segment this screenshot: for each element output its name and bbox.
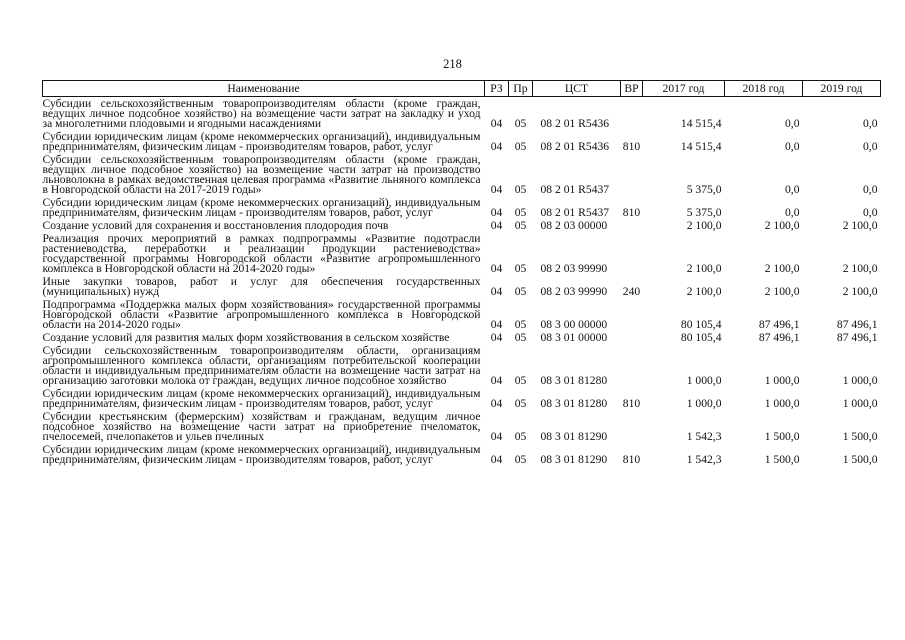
cell-cst: 08 2 03 99990 xyxy=(540,285,608,298)
cell-cst: 08 3 01 81280 xyxy=(540,397,608,410)
cell-name: Субсидии юридическим лицам (кроме некоммерческих организаций), индивидуальным предпринимателям, физическим лицам - производителям товаров, работ, услуг xyxy=(42,130,481,153)
cell-pr: 05 xyxy=(514,453,527,466)
cell-y2018: 0,0 xyxy=(785,140,800,153)
cell-rz: 04 xyxy=(490,219,503,232)
cell-pr: 05 xyxy=(514,206,527,219)
header-cst: ЦСТ xyxy=(533,81,621,97)
cell-cst: 08 2 03 00000 xyxy=(540,219,608,232)
cell-y2019: 1 000,0 xyxy=(842,374,878,387)
cell-y2019: 0,0 xyxy=(863,206,878,219)
cell-name: Субсидии юридическим лицам (кроме некоммерческих организаций), индивидуальным предпринимателям, физическим лицам - производителям товаров, работ, услуг xyxy=(42,196,481,219)
table-row xyxy=(43,275,881,298)
cell-vr xyxy=(621,331,643,344)
table-row xyxy=(43,219,881,232)
cell-rz: 04 xyxy=(490,117,503,130)
cell-y2018: 0,0 xyxy=(785,117,800,130)
cell-pr: 05 xyxy=(514,285,527,298)
cell-y2017: 14 515,4 xyxy=(680,117,722,130)
cell-rz: 04 xyxy=(490,397,503,410)
cell-y2018: 2 100,0 xyxy=(764,262,800,275)
cell-y2019: 0,0 xyxy=(863,183,878,196)
cell-y2018: 0,0 xyxy=(785,183,800,196)
cell-pr: 05 xyxy=(514,140,527,153)
header-name: Наименование xyxy=(43,81,485,97)
header-rz: РЗ xyxy=(485,81,509,97)
cell-y2018: 2 100,0 xyxy=(764,285,800,298)
cell-pr: 05 xyxy=(514,183,527,196)
cell-name: Субсидии сельскохозяйственным товаропроизводителям области (кроме граждан, ведущих личное подсобное хозяйство) на возмещение части затрат на закладку и уход за многолетними плодовыми и ягодными насаждениями xyxy=(42,97,481,130)
cell-y2018: 87 496,1 xyxy=(758,331,800,344)
cell-vr xyxy=(621,298,643,331)
cell-y2017: 2 100,0 xyxy=(686,262,722,275)
cell-pr: 05 xyxy=(514,318,527,331)
cell-rz: 04 xyxy=(490,374,503,387)
cell-y2017: 1 542,3 xyxy=(686,453,722,466)
cell-vr xyxy=(621,97,643,131)
cell-vr xyxy=(621,232,643,275)
cell-vr: 810 xyxy=(622,453,641,466)
cell-vr: 810 xyxy=(622,140,641,153)
table-header-row xyxy=(43,81,881,97)
table-row xyxy=(43,298,881,331)
cell-y2018: 1 500,0 xyxy=(764,453,800,466)
table-row xyxy=(43,331,881,344)
header-vr: ВР xyxy=(621,81,643,97)
cell-name: Субсидии сельскохозяйственным товаропроизводителям области, организациям агропромышленного комплекса области, организациям потребительской кооперации области и индивидуальным предпринимателям области на возмещение части затрат на организацию заготовки молока от граждан, ведущих личное подсобное хозяйство xyxy=(42,344,481,387)
cell-y2018: 1 500,0 xyxy=(764,430,800,443)
cell-y2019: 1 500,0 xyxy=(842,453,878,466)
cell-rz: 04 xyxy=(490,453,503,466)
table-row xyxy=(43,344,881,387)
cell-rz: 04 xyxy=(490,140,503,153)
table-row xyxy=(43,387,881,410)
cell-name: Реализация прочих мероприятий в рамках подпрограммы «Развитие подотрасли растениеводства, переработки и реализации продукции растениеводства» государственной программы Новгородской области «Развитие агропромышленного комплекса в Новгородской области на 2014-2020 годы» xyxy=(42,232,481,275)
cell-y2019: 2 100,0 xyxy=(842,285,878,298)
cell-name: Субсидии сельскохозяйственным товаропроизводителям области (кроме граждан, ведущих личное подсобное хозяйство) на возмещение части затрат на производство льноволокна в рамках ведомственная целевая программа «Развитие льняного комплекса в Новгородской области на 2017-2019 годы» xyxy=(42,153,481,196)
cell-vr xyxy=(621,410,643,443)
cell-vr: 240 xyxy=(622,285,641,298)
cell-y2017: 5 375,0 xyxy=(686,206,722,219)
cell-cst: 08 3 01 81290 xyxy=(540,453,608,466)
cell-y2019: 1 000,0 xyxy=(842,397,878,410)
cell-cst: 08 2 03 99990 xyxy=(540,262,608,275)
cell-cst: 08 2 01 R5436 xyxy=(540,117,610,130)
table-body xyxy=(43,97,881,467)
table-row xyxy=(43,410,881,443)
cell-vr xyxy=(621,219,643,232)
cell-y2017: 14 515,4 xyxy=(680,140,722,153)
cell-pr: 05 xyxy=(514,331,527,344)
cell-name: Субсидии юридическим лицам (кроме некоммерческих организаций), индивидуальным предпринимателям, физическим лицам - производителям товаров, работ, услуг xyxy=(42,443,481,466)
cell-cst: 08 3 01 81290 xyxy=(540,430,608,443)
cell-cst: 08 2 01 R5437 xyxy=(540,183,610,196)
cell-cst: 08 3 00 00000 xyxy=(540,318,608,331)
cell-y2018: 2 100,0 xyxy=(764,219,800,232)
cell-y2019: 87 496,1 xyxy=(836,318,878,331)
cell-y2017: 1 542,3 xyxy=(686,430,722,443)
cell-name: Создание условий для сохранения и восстановления плодородия почв xyxy=(42,219,389,232)
cell-name: Субсидии крестьянским (фермерским) хозяйствам и гражданам, ведущим личное подсобное хозяйство на возмещение части затрат на приобретение пчеломаток, пчелосемей, пчелопакетов и ульев пчелиных xyxy=(42,410,481,443)
cell-pr: 05 xyxy=(514,374,527,387)
cell-cst: 08 3 01 81280 xyxy=(540,374,608,387)
cell-y2018: 1 000,0 xyxy=(764,374,800,387)
cell-rz: 04 xyxy=(490,206,503,219)
cell-rz: 04 xyxy=(490,262,503,275)
cell-pr: 05 xyxy=(514,117,527,130)
cell-cst: 08 3 01 00000 xyxy=(540,331,608,344)
cell-y2017: 5 375,0 xyxy=(686,183,722,196)
cell-cst: 08 2 01 R5436 xyxy=(540,140,610,153)
header-2019: 2019 год xyxy=(803,81,881,97)
cell-y2019: 87 496,1 xyxy=(836,331,878,344)
cell-y2018: 0,0 xyxy=(785,206,800,219)
table-row xyxy=(43,196,881,219)
cell-y2018: 1 000,0 xyxy=(764,397,800,410)
cell-y2017: 2 100,0 xyxy=(686,285,722,298)
cell-rz: 04 xyxy=(490,318,503,331)
cell-rz: 04 xyxy=(490,430,503,443)
cell-name: Создание условий для развития малых форм хозяйствования в сельском хозяйстве xyxy=(42,331,450,344)
cell-vr: 810 xyxy=(622,397,641,410)
cell-y2017: 2 100,0 xyxy=(686,219,722,232)
table-row xyxy=(43,153,881,196)
cell-y2018: 87 496,1 xyxy=(758,318,800,331)
cell-pr: 05 xyxy=(514,397,527,410)
cell-name: Иные закупки товаров, работ и услуг для обеспечения государственных (муниципальных) нужд xyxy=(42,275,481,298)
cell-y2019: 2 100,0 xyxy=(842,262,878,275)
cell-y2017: 1 000,0 xyxy=(686,397,722,410)
cell-y2019: 0,0 xyxy=(863,117,878,130)
table-row xyxy=(43,97,881,131)
cell-y2017: 80 105,4 xyxy=(680,318,722,331)
table-row xyxy=(43,130,881,153)
table-row xyxy=(43,443,881,466)
cell-cst: 08 2 01 R5437 xyxy=(540,206,610,219)
cell-y2019: 1 500,0 xyxy=(842,430,878,443)
table-row xyxy=(43,232,881,275)
header-pr: Пр xyxy=(509,81,533,97)
page-number: 218 xyxy=(443,57,462,71)
cell-name: Субсидии юридическим лицам (кроме некоммерческих организаций), индивидуальным предпринимателям, физическим лицам - производителям товаров, работ, услуг xyxy=(42,387,481,410)
cell-y2017: 80 105,4 xyxy=(680,331,722,344)
cell-y2017: 1 000,0 xyxy=(686,374,722,387)
cell-vr xyxy=(621,153,643,196)
cell-name: Подпрограмма «Поддержка малых форм хозяйствования» государственной программы Новгородской области «Развитие агропромышленного комплекса в Новгородской области на 2014-2020 годы» xyxy=(42,298,481,331)
cell-y2019: 2 100,0 xyxy=(842,219,878,232)
cell-pr: 05 xyxy=(514,219,527,232)
header-2017: 2017 год xyxy=(643,81,725,97)
cell-rz: 04 xyxy=(490,183,503,196)
budget-table xyxy=(42,80,881,466)
cell-pr: 05 xyxy=(514,430,527,443)
cell-vr xyxy=(621,344,643,387)
header-2018: 2018 год xyxy=(725,81,803,97)
cell-rz: 04 xyxy=(490,331,503,344)
cell-rz: 04 xyxy=(490,285,503,298)
cell-pr: 05 xyxy=(514,262,527,275)
cell-vr: 810 xyxy=(622,206,641,219)
cell-y2019: 0,0 xyxy=(863,140,878,153)
